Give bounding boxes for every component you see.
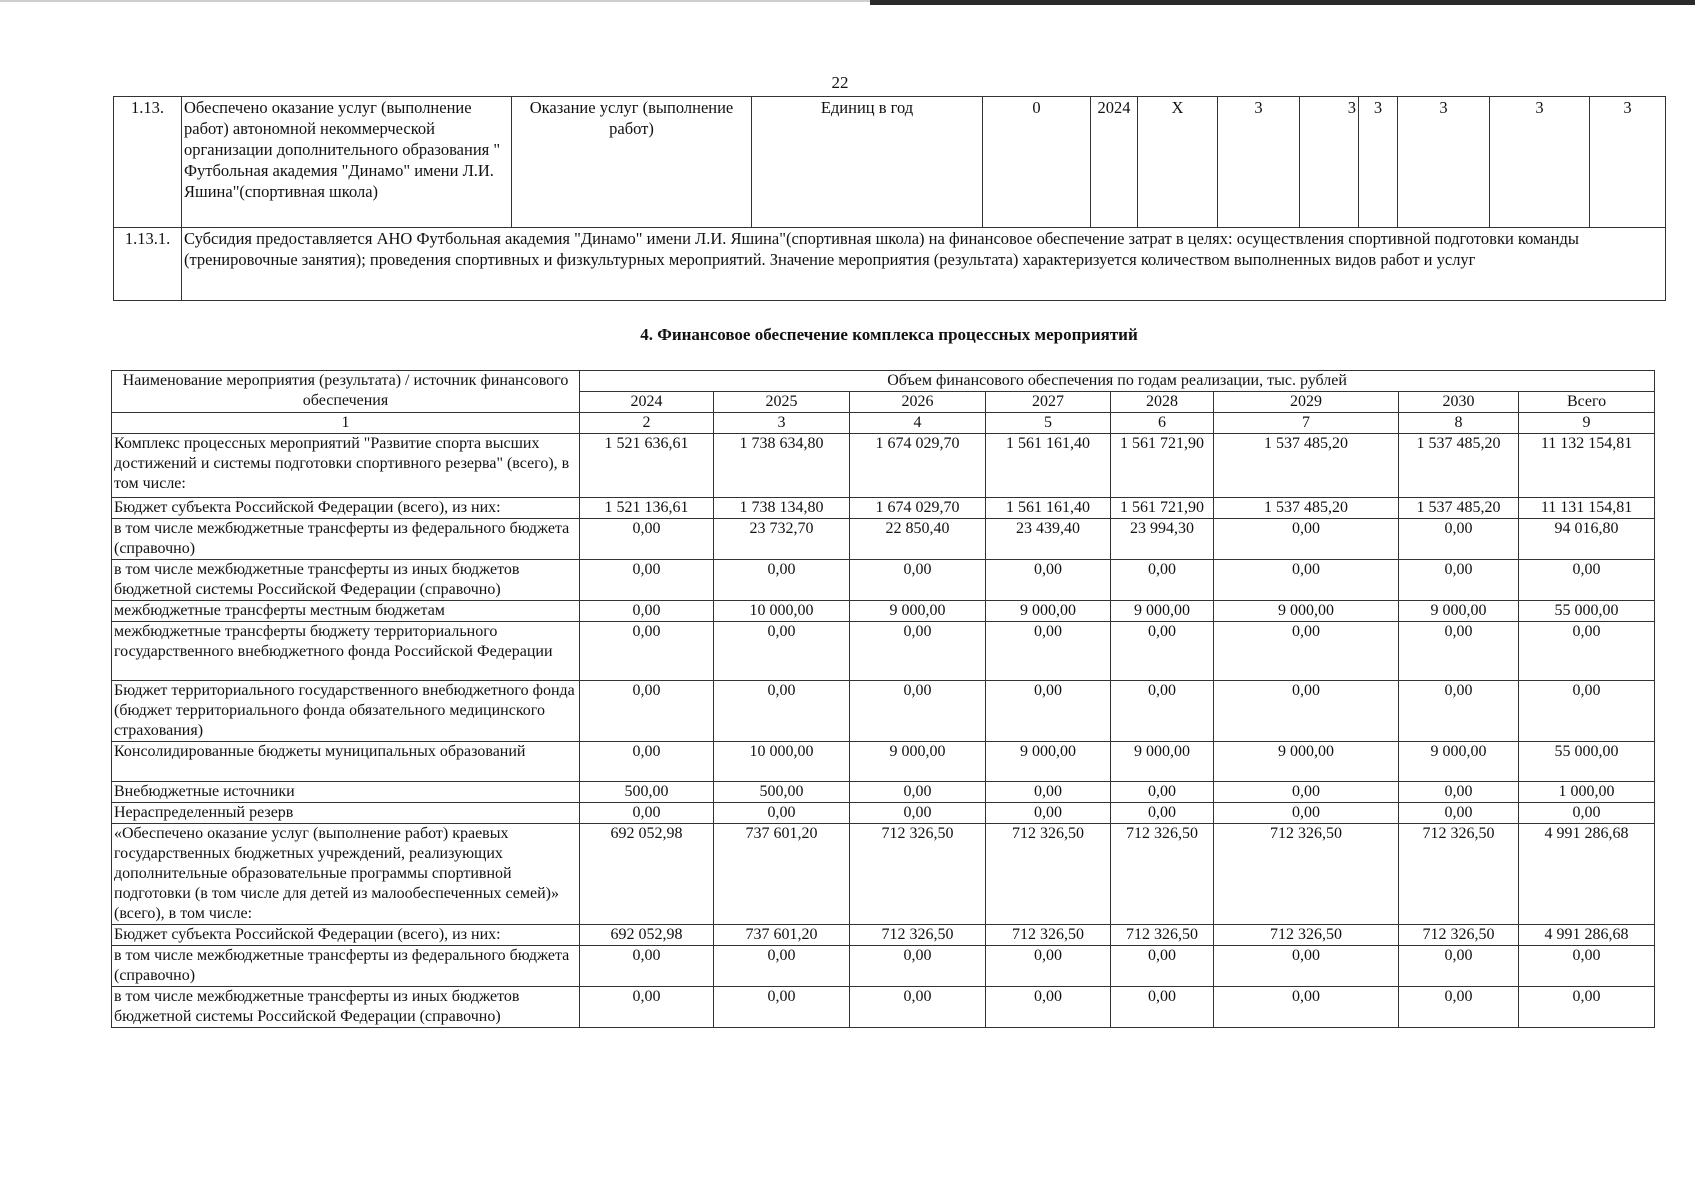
year-header: 2029 [1214, 392, 1399, 413]
table-row [114, 97, 1666, 228]
value-cell: 3 [1590, 97, 1666, 228]
amount-cell: 0,00 [580, 681, 714, 742]
amount-cell: 0,00 [1111, 946, 1214, 987]
amount-cell: 9 000,00 [1111, 601, 1214, 622]
total-cell: 0,00 [1519, 987, 1655, 1028]
base-value: 0 [983, 97, 1091, 228]
row-name: в том числе межбюджетные трансферты из федерального бюджета (справочно) [112, 519, 580, 560]
row-name: в том числе межбюджетные трансферты из иных бюджетов бюджетной системы Российской Федерации (справочно) [112, 560, 580, 601]
value-cell: 3 [1300, 97, 1359, 228]
amount-cell: 10 000,00 [714, 601, 850, 622]
amount-cell: 0,00 [1111, 803, 1214, 824]
amount-cell: 0,00 [1214, 782, 1399, 803]
year-header: 2030 [1399, 392, 1519, 413]
amount-cell: 1 521 136,61 [580, 498, 714, 519]
amount-cell: 9 000,00 [1399, 742, 1519, 782]
total-header: Всего [1519, 392, 1655, 413]
year-header: 2025 [714, 392, 850, 413]
amount-cell: 0,00 [986, 946, 1111, 987]
amount-cell: 0,00 [1214, 946, 1399, 987]
amount-cell: 0,00 [1399, 946, 1519, 987]
amount-cell: 712 326,50 [1399, 824, 1519, 925]
amount-cell: 0,00 [1214, 560, 1399, 601]
table-row [112, 498, 1655, 519]
amount-cell: 712 326,50 [1111, 824, 1214, 925]
header-volume: Объем финансового обеспечения по годам реализации, тыс. рублей [580, 371, 1655, 392]
amount-cell: 1 674 029,70 [850, 498, 986, 519]
total-cell: 0,00 [1519, 681, 1655, 742]
table-row [112, 622, 1655, 681]
section-title: 4. Финансовое обеспечение комплекса процессных мероприятий [640, 325, 1138, 344]
col-number: 7 [1214, 413, 1399, 434]
amount-cell: 0,00 [714, 681, 850, 742]
amount-cell: 0,00 [1111, 987, 1214, 1028]
table-row [114, 228, 1666, 301]
row-name: Комплекс процессных мероприятий "Развитие спорта высших достижений и системы подготовки спортивного резерва" (всего), в том числе: [112, 434, 580, 498]
scan-edge-dark [870, 0, 1695, 5]
amount-cell: 23 439,40 [986, 519, 1111, 560]
amount-cell: 0,00 [850, 782, 986, 803]
amount-cell: 500,00 [714, 782, 850, 803]
amount-cell: 1 561 161,40 [986, 434, 1111, 498]
row-name: Бюджет субъекта Российской Федерации (всего), из них: [112, 925, 580, 946]
amount-cell: 0,00 [714, 803, 850, 824]
amount-cell: 0,00 [580, 601, 714, 622]
amount-cell: 0,00 [850, 681, 986, 742]
total-cell: 4 991 286,68 [1519, 925, 1655, 946]
col-number: 3 [714, 413, 850, 434]
amount-cell: 0,00 [580, 803, 714, 824]
amount-cell: 0,00 [580, 946, 714, 987]
amount-cell: 0,00 [714, 622, 850, 681]
amount-cell: 0,00 [580, 519, 714, 560]
column-number-row [112, 413, 1655, 434]
header-name: Наименование мероприятия (результата) / источник финансового обеспечения [112, 371, 580, 413]
amount-cell: 9 000,00 [986, 742, 1111, 782]
total-cell: 11 131 154,81 [1519, 498, 1655, 519]
amount-cell: 0,00 [1399, 560, 1519, 601]
total-cell: 0,00 [1519, 803, 1655, 824]
amount-cell: 692 052,98 [580, 925, 714, 946]
total-cell: 4 991 286,68 [1519, 824, 1655, 925]
amount-cell: 0,00 [1214, 622, 1399, 681]
row-name: межбюджетные трансферты бюджету территориального государственного внебюджетного фонда Российской Федерации [112, 622, 580, 681]
total-cell: 55 000,00 [1519, 601, 1655, 622]
amount-cell: 0,00 [1399, 519, 1519, 560]
row-name: «Обеспечено оказание услуг (выполнение работ) краевых государственных бюджетных учреждений, реализующих дополнительные образовательные программы спортивной подготовки (в том числе для детей из малообеспеченных семей)» (всего), в том числе: [112, 824, 580, 925]
total-cell: 55 000,00 [1519, 742, 1655, 782]
amount-cell: 737 601,20 [714, 824, 850, 925]
amount-cell: 0,00 [1399, 803, 1519, 824]
total-cell: 94 016,80 [1519, 519, 1655, 560]
row-name: в том числе межбюджетные трансферты из федерального бюджета (справочно) [112, 946, 580, 987]
row-name: Нераспределенный резерв [112, 803, 580, 824]
result-description: Субсидия предоставляется АНО Футбольная академия "Динамо" имени Л.И. Яшина"(спортивная школа) на финансовое обеспечение затрат в целях: осуществления спортивной подготовки команды (тренировочные занятия); проведения спортивных и физкультурных мероприятий. Значение мероприятия (результата) характеризуется количеством выполненных видов работ и услуг [182, 228, 1666, 301]
col-number: 2 [580, 413, 714, 434]
mark-cell: Х [1138, 97, 1218, 228]
table-row [112, 946, 1655, 987]
amount-cell: 0,00 [580, 987, 714, 1028]
result-type: Оказание услуг (выполнение работ) [512, 97, 752, 228]
row-name: Внебюджетные источники [112, 782, 580, 803]
col-number: 5 [986, 413, 1111, 434]
amount-cell: 23 732,70 [714, 519, 850, 560]
amount-cell: 0,00 [1399, 987, 1519, 1028]
result-unit: Единиц в год [752, 97, 983, 228]
amount-cell: 1 561 721,90 [1111, 434, 1214, 498]
amount-cell: 0,00 [986, 803, 1111, 824]
col-number: 1 [112, 413, 580, 434]
row-number: 1.13.1. [114, 228, 182, 301]
year-header: 2028 [1111, 392, 1214, 413]
amount-cell: 0,00 [850, 987, 986, 1028]
amount-cell: 500,00 [580, 782, 714, 803]
total-cell: 1 000,00 [1519, 782, 1655, 803]
row-name: Консолидированные бюджеты муниципальных образований [112, 742, 580, 782]
amount-cell: 712 326,50 [850, 925, 986, 946]
amount-cell: 0,00 [850, 560, 986, 601]
base-year: 2024 [1091, 97, 1138, 228]
amount-cell: 0,00 [580, 560, 714, 601]
value-cell: 3 [1398, 97, 1490, 228]
col-number: 6 [1111, 413, 1214, 434]
col-number: 8 [1399, 413, 1519, 434]
amount-cell: 0,00 [714, 560, 850, 601]
amount-cell: 0,00 [1399, 782, 1519, 803]
page-number: 22 [831, 73, 849, 92]
amount-cell: 0,00 [1214, 519, 1399, 560]
amount-cell: 9 000,00 [986, 601, 1111, 622]
total-cell: 0,00 [1519, 622, 1655, 681]
amount-cell: 712 326,50 [850, 824, 986, 925]
amount-cell: 1 537 485,20 [1214, 498, 1399, 519]
amount-cell: 0,00 [1399, 681, 1519, 742]
row-number: 1.13. [114, 97, 182, 228]
table-row [112, 519, 1655, 560]
amount-cell: 9 000,00 [850, 601, 986, 622]
amount-cell: 9 000,00 [1214, 601, 1399, 622]
table-row [112, 925, 1655, 946]
amount-cell: 0,00 [850, 803, 986, 824]
amount-cell: 1 537 485,20 [1399, 498, 1519, 519]
amount-cell: 0,00 [986, 681, 1111, 742]
amount-cell: 1 521 636,61 [580, 434, 714, 498]
col-number: 4 [850, 413, 986, 434]
table-row [112, 434, 1655, 498]
table-row [112, 601, 1655, 622]
amount-cell: 0,00 [850, 622, 986, 681]
total-cell: 0,00 [1519, 560, 1655, 601]
col-number: 9 [1519, 413, 1655, 434]
amount-cell: 712 326,50 [986, 925, 1111, 946]
amount-cell: 712 326,50 [1214, 925, 1399, 946]
amount-cell: 0,00 [986, 622, 1111, 681]
amount-cell: 22 850,40 [850, 519, 986, 560]
amount-cell: 9 000,00 [1399, 601, 1519, 622]
amount-cell: 712 326,50 [1214, 824, 1399, 925]
year-header: 2024 [580, 392, 714, 413]
row-name: межбюджетные трансферты местным бюджетам [112, 601, 580, 622]
results-table [113, 96, 1666, 301]
amount-cell: 0,00 [1399, 622, 1519, 681]
table-row [112, 987, 1655, 1028]
amount-cell: 0,00 [580, 622, 714, 681]
total-cell: 11 132 154,81 [1519, 434, 1655, 498]
value-cell: 3 [1490, 97, 1590, 228]
amount-cell: 0,00 [850, 946, 986, 987]
amount-cell: 0,00 [580, 742, 714, 782]
finance-table [111, 370, 1655, 1028]
amount-cell: 0,00 [1214, 803, 1399, 824]
table-row [112, 824, 1655, 925]
amount-cell: 10 000,00 [714, 742, 850, 782]
table-row [112, 742, 1655, 782]
amount-cell: 9 000,00 [850, 742, 986, 782]
amount-cell: 23 994,30 [1111, 519, 1214, 560]
amount-cell: 0,00 [714, 946, 850, 987]
amount-cell: 9 000,00 [1111, 742, 1214, 782]
amount-cell: 0,00 [1111, 681, 1214, 742]
amount-cell: 1 561 721,90 [1111, 498, 1214, 519]
amount-cell: 1 738 634,80 [714, 434, 850, 498]
table-row [112, 782, 1655, 803]
row-name: Бюджет субъекта Российской Федерации (всего), из них: [112, 498, 580, 519]
amount-cell: 1 738 134,80 [714, 498, 850, 519]
value-cell: 3 [1359, 97, 1398, 228]
finance-table-body [112, 434, 1655, 1028]
amount-cell: 9 000,00 [1214, 742, 1399, 782]
amount-cell: 1 537 485,20 [1214, 434, 1399, 498]
amount-cell: 712 326,50 [986, 824, 1111, 925]
total-cell: 0,00 [1519, 946, 1655, 987]
row-name: Бюджет территориального государственного внебюджетного фонда (бюджет территориального фонда обязательного медицинского страхования) [112, 681, 580, 742]
amount-cell: 737 601,20 [714, 925, 850, 946]
amount-cell: 1 537 485,20 [1399, 434, 1519, 498]
year-header: 2027 [986, 392, 1111, 413]
amount-cell: 0,00 [1111, 782, 1214, 803]
year-header: 2026 [850, 392, 986, 413]
amount-cell: 0,00 [1111, 622, 1214, 681]
amount-cell: 0,00 [986, 560, 1111, 601]
row-name: в том числе межбюджетные трансферты из иных бюджетов бюджетной системы Российской Федерации (справочно) [112, 987, 580, 1028]
amount-cell: 0,00 [1111, 560, 1214, 601]
result-name: Обеспечено оказание услуг (выполнение работ) автономной некоммерческой организации дополнительного образования " Футбольная академия "Динамо" имени Л.И. Яшина"(спортивная школа) [182, 97, 512, 228]
amount-cell: 712 326,50 [1399, 925, 1519, 946]
amount-cell: 0,00 [1214, 987, 1399, 1028]
amount-cell: 0,00 [1214, 681, 1399, 742]
amount-cell: 0,00 [986, 987, 1111, 1028]
amount-cell: 1 561 161,40 [986, 498, 1111, 519]
table-row [112, 803, 1655, 824]
amount-cell: 692 052,98 [580, 824, 714, 925]
amount-cell: 0,00 [714, 987, 850, 1028]
header-row [112, 371, 1655, 392]
table-row [112, 560, 1655, 601]
amount-cell: 0,00 [986, 782, 1111, 803]
amount-cell: 712 326,50 [1111, 925, 1214, 946]
value-cell: 3 [1218, 97, 1300, 228]
table-row [112, 681, 1655, 742]
amount-cell: 1 674 029,70 [850, 434, 986, 498]
